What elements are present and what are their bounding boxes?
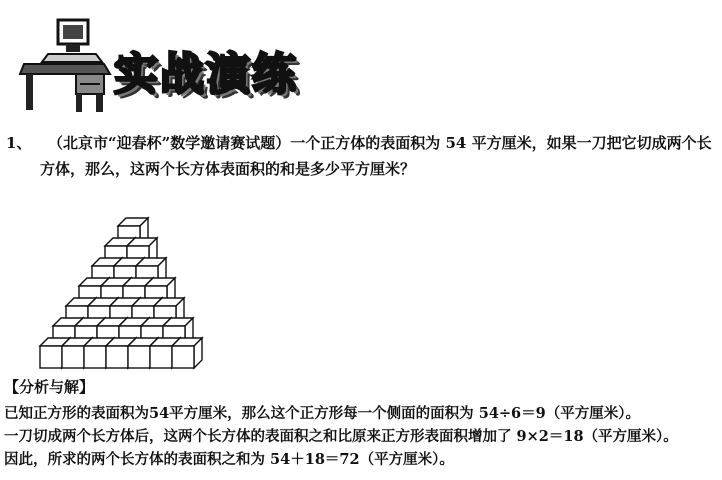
analysis-body <box>4 402 720 471</box>
section-header <box>18 16 338 116</box>
analysis-line: 一刀切成两个长方体后，这两个长方体的表面积之和比原来正方形表面积增加了 9×2＝18（平方厘米）。 <box>4 428 678 445</box>
question-text: （北京市“迎春杯”数学邀请赛试题）一个正方体的表面积为 54 平方厘米，如果一刀把它切成两个长方体，那么，这两个长方体表面积的和是多少平方厘米？ <box>40 134 712 178</box>
desk-with-computer-icon <box>18 16 114 116</box>
question-number: 1、 <box>6 134 32 152</box>
cube-staircase-figure <box>34 184 234 370</box>
section-title: 实战演练 <box>114 49 298 100</box>
analysis-title: 【分析与解】 <box>4 378 95 396</box>
analysis-line: 已知正方形的表面积为54平方厘米，那么这个正方形每一个侧面的面积为 54÷6＝9（平方厘米）。 <box>4 405 640 422</box>
analysis-line: 因此，所求的两个长方体的表面积之和为 54＋18＝72（平方厘米）。 <box>4 451 454 468</box>
question-1 <box>6 130 718 182</box>
cube <box>172 338 202 368</box>
